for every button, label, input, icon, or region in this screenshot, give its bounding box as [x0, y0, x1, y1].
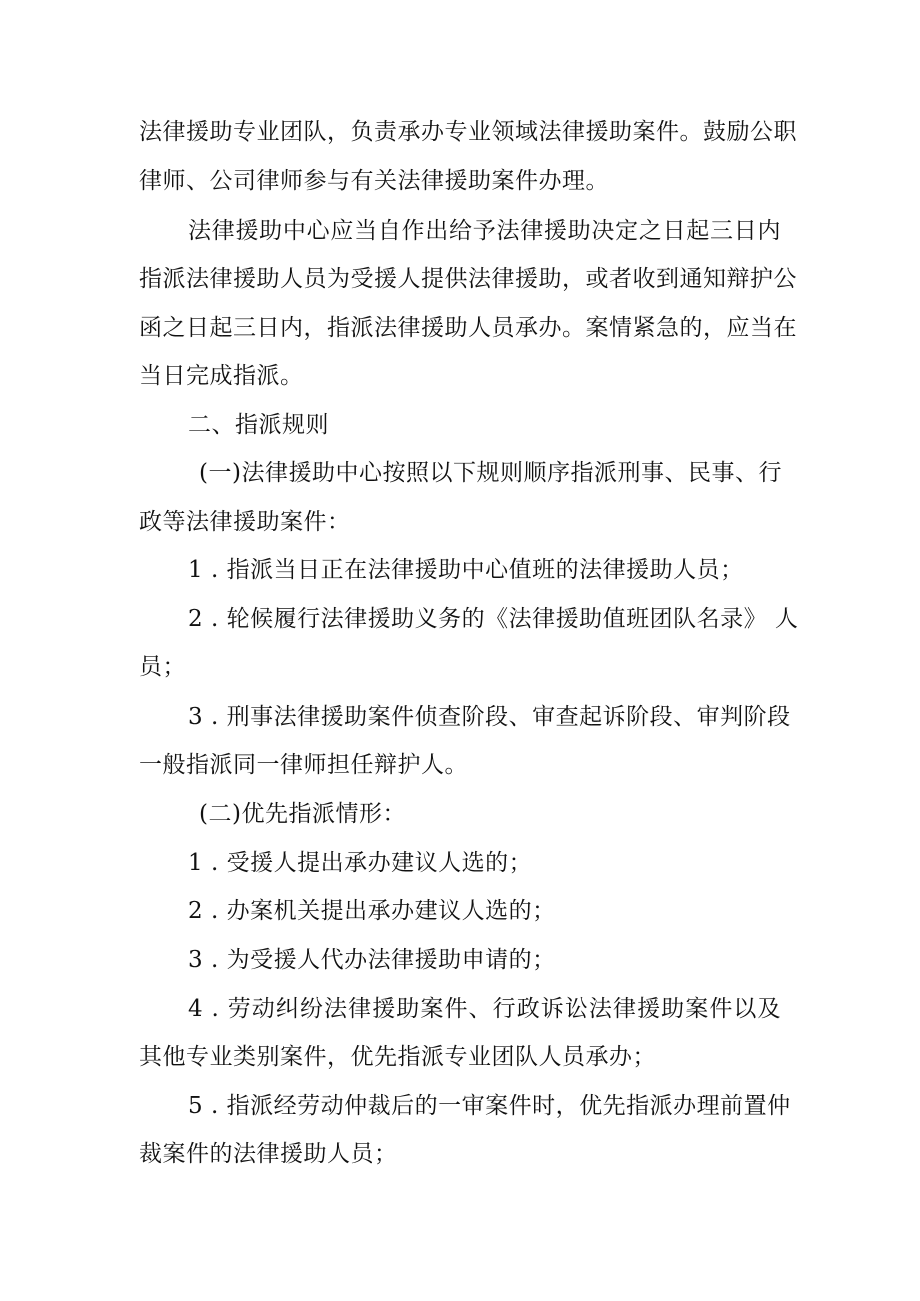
text-line-12: 员；	[139, 654, 186, 680]
text-line-6: 当日完成指派。	[139, 363, 304, 389]
text-line-4: 指派法律援助人员为受援人提供法律援助，或者收到通知辩护公	[139, 266, 797, 292]
text-line-13: 3 . 刑事法律援助案件侦查阶段、审查起诉阶段、审判阶段	[188, 704, 791, 730]
subsection-heading: (二)优先指派情形：	[199, 801, 406, 827]
text-line-10: 1 . 指派当日正在法律援助中心值班的法律援助人员；	[188, 557, 744, 583]
text-line-17: 2 . 办案机关提出承办建议人选的；	[188, 898, 556, 924]
text-line-3: 法律援助中心应当自作出给予法律援助决定之日起三日内	[188, 218, 781, 244]
text-line-20: 其他专业类别案件，优先指派专业团队人员承办；	[139, 1044, 656, 1070]
text-line-2: 律师、公司律师参与有关法律援助案件办理。	[139, 168, 609, 194]
text-line-22: 裁案件的法律援助人员；	[139, 1141, 398, 1167]
text-line-9: 政等法律援助案件：	[139, 509, 351, 535]
text-line-8: (一)法律援助中心按照以下规则顺序指派刑事、民事、行	[199, 460, 782, 486]
text-line-5: 函之日起三日内，指派法律援助人员承办。案情紧急的，应当在	[139, 315, 797, 341]
text-line-14: 一般指派同一律师担任辩护人。	[139, 752, 468, 778]
text-line-11: 2 . 轮候履行法律援助义务的《法律援助值班团队名录》 人	[188, 606, 799, 632]
text-line-1: 法律援助专业团队，负责承办专业领域法律援助案件。鼓励公职	[139, 119, 797, 145]
section-heading: 二、指派规则	[188, 412, 329, 438]
text-line-19: 4 . 劳动纠纷法律援助案件、行政诉讼法律援助案件以及	[188, 996, 781, 1022]
text-line-16: 1 . 受援人提出承办建议人选的；	[188, 850, 533, 876]
text-line-18: 3 . 为受援人代办法律援助申请的；	[188, 947, 556, 973]
text-line-21: 5 . 指派经劳动仲裁后的一审案件时，优先指派办理前置仲	[188, 1093, 791, 1119]
